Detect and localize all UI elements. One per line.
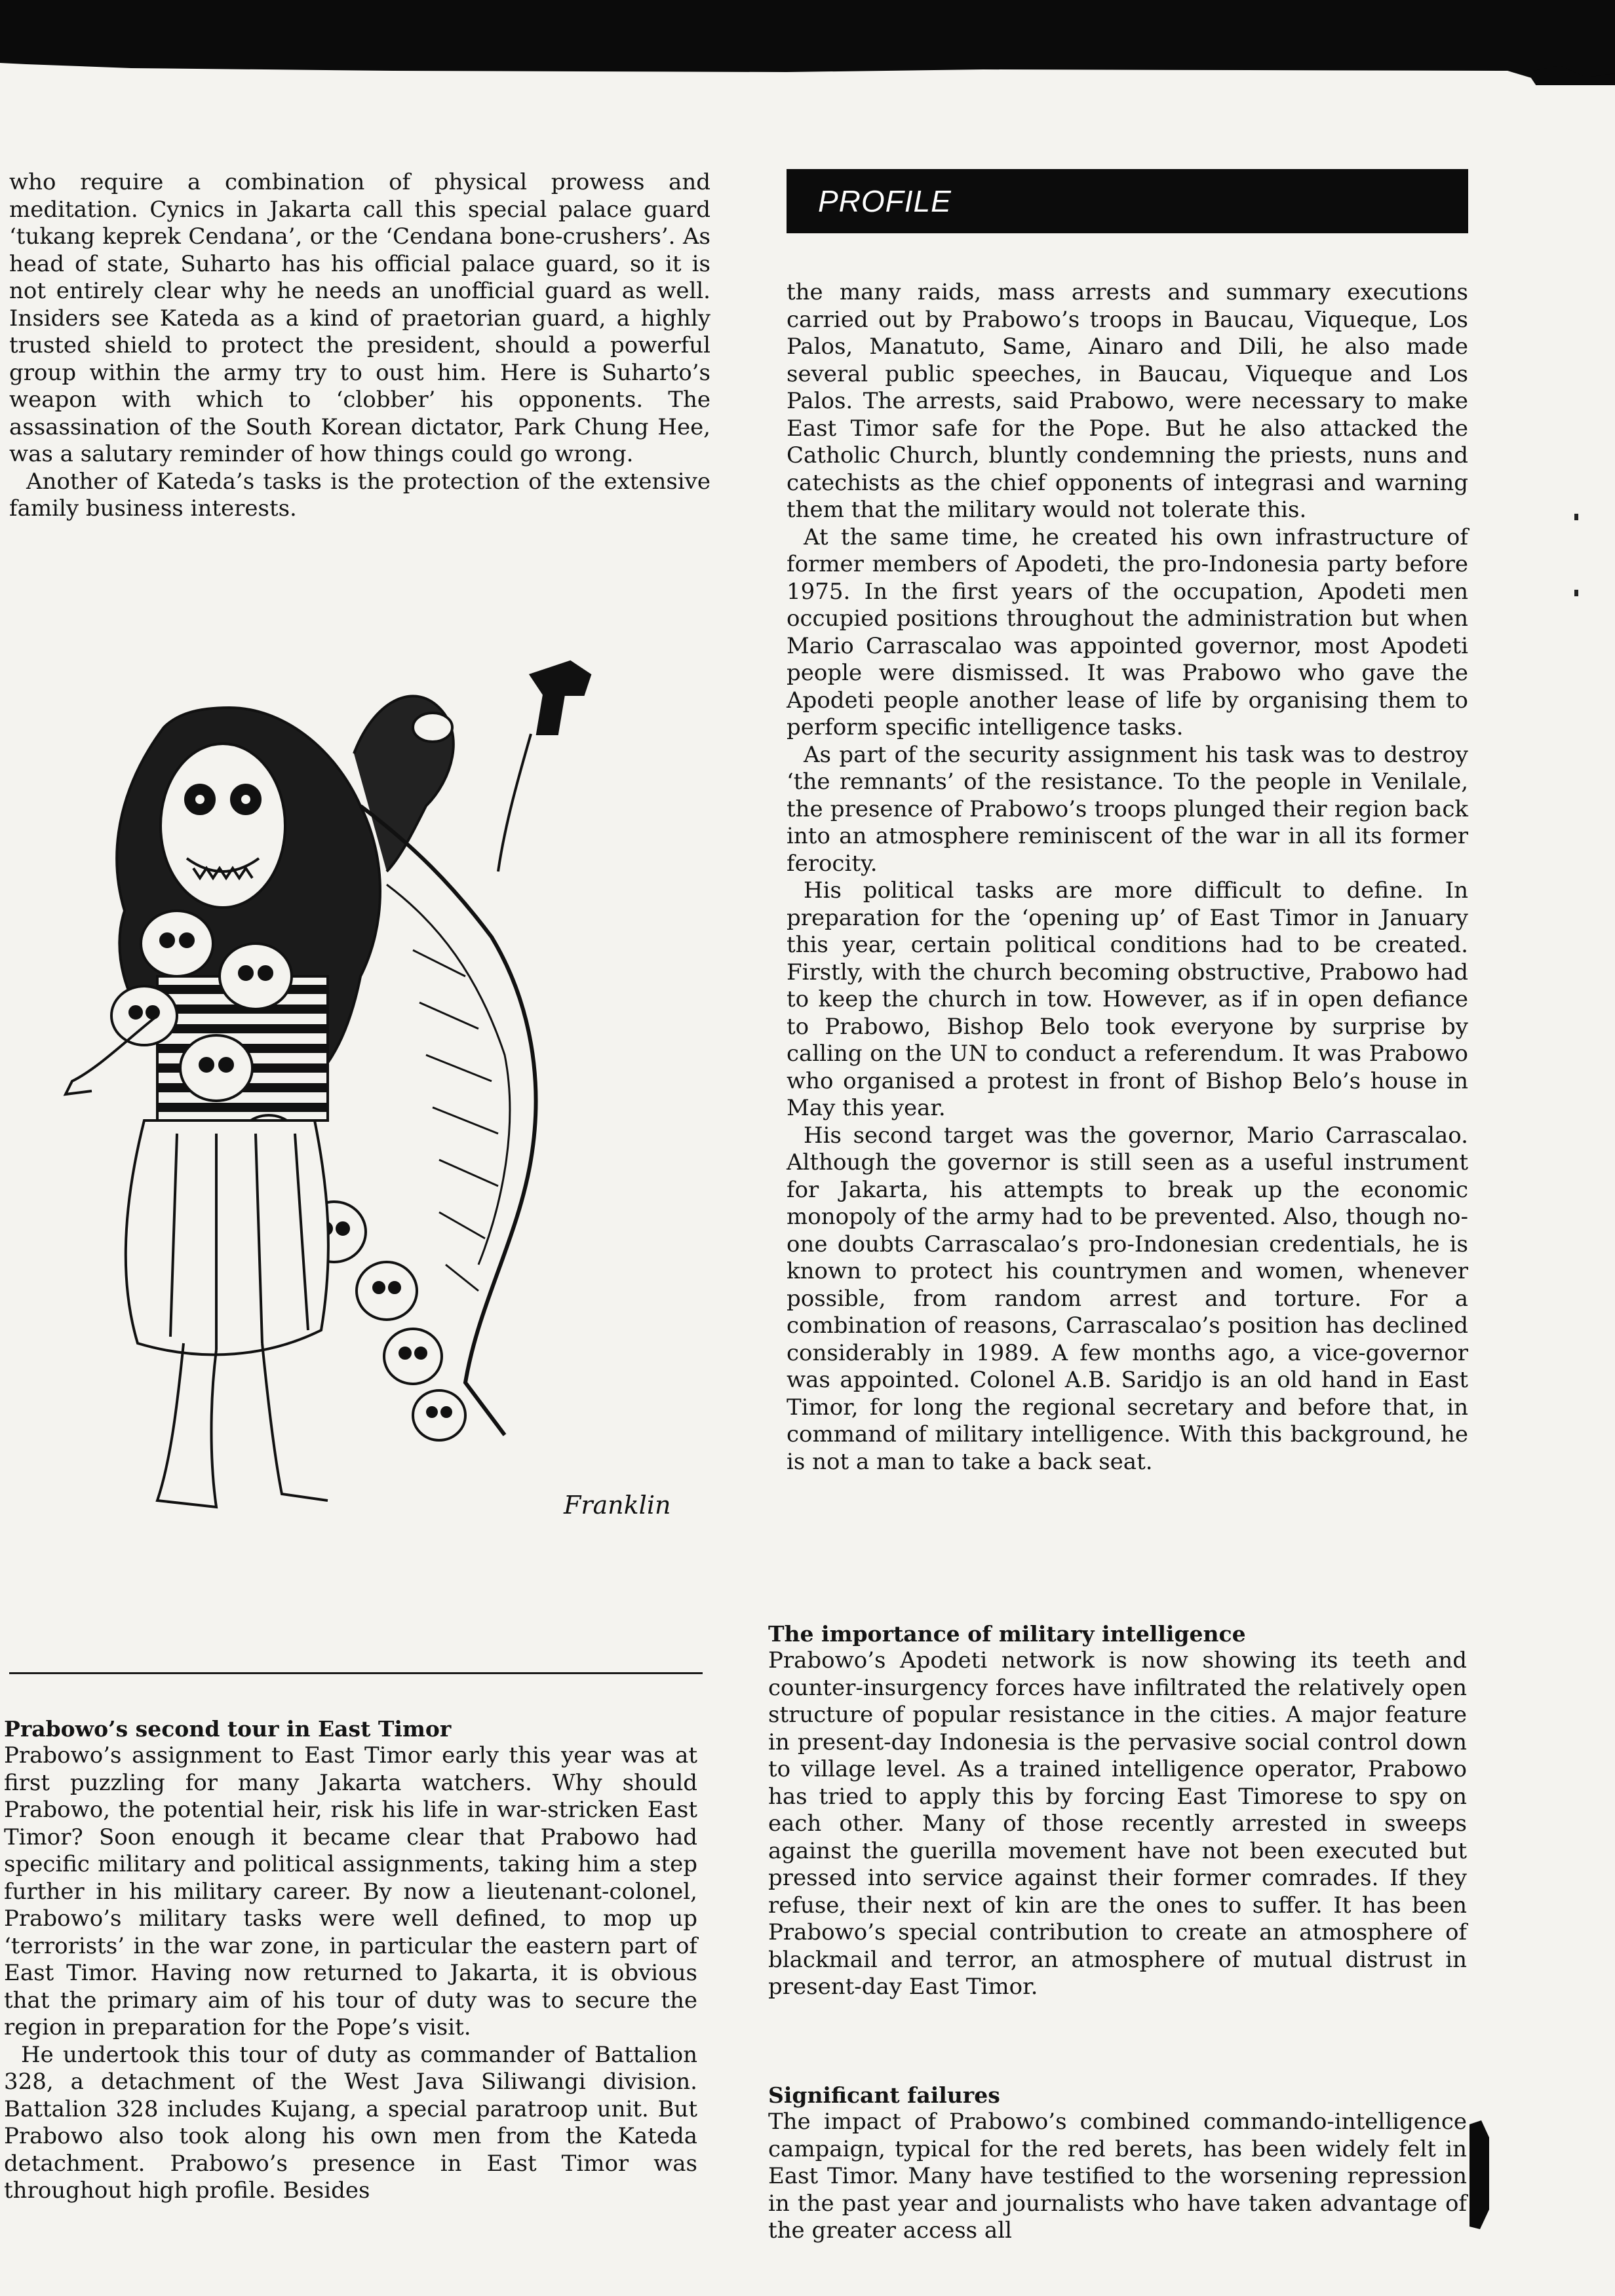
paragraph: who require a combination of physical prowess and meditation. Cynics in Jakarta call this special palace guard ‘tukang keprek Cendana’, or the ‘Cendana bone-crushers’. As head of state, Suharto has his official palace guard, so it is not entirely clear why he needs an unofficial guard as well. Insiders see Kateda as a kind of praetorian guard, a highly trusted shield to protect the president, should a powerful group within the army try to oust him. Here is Suharto’s weapon with which to ‘clobber’ his opponents. The assassination of the South Korean dictator, Park Chung Hee, was a salutary reminder of how things could go wrong. (9, 169, 710, 467)
scan-speck (1574, 590, 1578, 596)
failures-section (768, 2082, 1467, 2245)
continuation-marker (1467, 2111, 1490, 2236)
paragraph: Prabowo’s Apodeti network is now showing its teeth and counter-insurgency forces have infiltrated the relatively open structure of popular resistance in the cities. A major feature in present-day Indonesia is the pervasive social control down to village level. As a trained intelligence operator, Prabowo has tried to apply this by forcing East Timorese to spy on each other. Many of those recently arrested in sweeps against the guerilla movement have not been executed but pressed into service against their former comrades. If they refuse, their next of kin are the ones to suffer. It has been Prabowo’s special contribution to create an atmosphere of blackmail and terror, an atmosphere of mutual distrust in present-day East Timor. (768, 1647, 1467, 2000)
paragraph: The impact of Prabowo’s combined commando-intelligence campaign, typical for the red berets, has been widely felt in East Timor. Many have testified to the worsening repression in the past year and journalists who have taken advantage of the greater access all (768, 2109, 1467, 2244)
top-black-bar (0, 0, 1615, 85)
profile-label: PROFILE (818, 184, 952, 218)
left-column-text (9, 169, 710, 523)
section-heading: The importance of military intelligence (768, 1621, 1246, 1647)
paragraph: the many raids, mass arrests and summary executions carried out by Prabowo’s troops in Baucau, Viqueque, Los Palos, Manatuto, Same, Ainaro and Dili, he also made several public speeches, in Baucau, Viqueque and Los Palos. The arrests, said Prabowo, were necessary to make East Timor safe for the Pope. But he also attacked the Catholic Church, bluntly condemning the priests, nuns and catechists as the chief opponents of integrasi and warning them that the military would not tolerate this. (787, 279, 1468, 523)
artist-signature: Franklin (564, 1491, 671, 1520)
paragraph: He undertook this tour of duty as commander of Battalion 328, a detachment of the West Java Siliwangi division. Battalion 328 includes Kujang, a special paratroop unit. But Prabowo also took along his own men from the Kateda detachment. Prabowo’s presence in East Timor was throughout high profile. Besides (4, 2041, 697, 2204)
sidebar-divider (9, 1672, 703, 1674)
paragraph: As part of the security assignment his task was to destroy ‘the remnants’ of the resistance. To the people in Venilale, the presence of Prabowo’s troops plunged their region back into an atmosphere reminiscent of the war in all its former ferocity. (787, 741, 1468, 877)
sidebar-heading: Prabowo’s second tour in East Timor (4, 1716, 452, 1742)
scan-speck (1574, 514, 1578, 520)
paragraph: His second target was the governor, Mario Carrascalao. Although the governor is still seen as a useful instrument for Jakarta, his attempts to break up the economic monopoly of the army had to be prevented. Also, though no-one doubts Carrascalao’s pro-Indonesian credentials, he is known to protect his countrymen and women, whenever possible, from random arrest and torture. For a combination of reasons, Carrascalao’s position has declined considerably in 1989. A few months ago, a vice-governor was appointed. Colonel A.B. Saridjo is an old hand in East Timor, for long the regional secretary and before that, in command of military intelligence. With this background, he is not a man to take a back seat. (787, 1122, 1468, 1475)
profile-header (787, 169, 1468, 233)
section-heading: Significant failures (768, 2082, 1000, 2108)
paragraph: His political tasks are more difficult to define. In preparation for the ‘opening up’ of East Timor in January this year, certain political conditions had to be created. Firstly, with the church becoming obstructive, Prabowo had to keep the church in tow. However, as if in open defiance to Prabowo, Bishop Belo took everyone by surprise by calling on the UN to conduct a referendum. It was Prabowo who organised a protest in front of Bishop Belo’s house in May this year. (787, 877, 1468, 1121)
mask-figure-illustration (46, 609, 701, 1540)
paragraph: At the same time, he created his own infrastructure of former members of Apodeti, the pro-Indonesia party before 1975. In the first years of the occupation, Apodeti men occupied positions throughout the administration but when Mario Carrascalao was appointed governor, most Apodeti people were dismissed. It was Prabowo who gave the Apodeti people another lease of life by organising them to perform specific intelligence tasks. (787, 524, 1468, 740)
right-column-text (787, 279, 1468, 1476)
paragraph: Prabowo’s assignment to East Timor early this year was at first puzzling for many Jakarta watchers. Why should Prabowo, the potential heir, risk his life in war-stricken East Timor? Soon enough it became clear that Prabowo had specific military and political assignments, taking him a step further in his military career. By now a lieutenant-colonel, Prabowo’s military tasks were well defined, to mop up ‘terrorists’ in the war zone, in particular the eastern part of East Timor. Having now returned to Jakarta, it is obvious that the primary aim of his tour of duty was to secure the region in preparation for the Pope’s visit. (4, 1742, 697, 2040)
paragraph: Another of Kateda’s tasks is the protection of the extensive family business interests. (9, 468, 710, 522)
sidebar-box (4, 1715, 697, 2205)
intelligence-section (768, 1620, 1467, 2001)
